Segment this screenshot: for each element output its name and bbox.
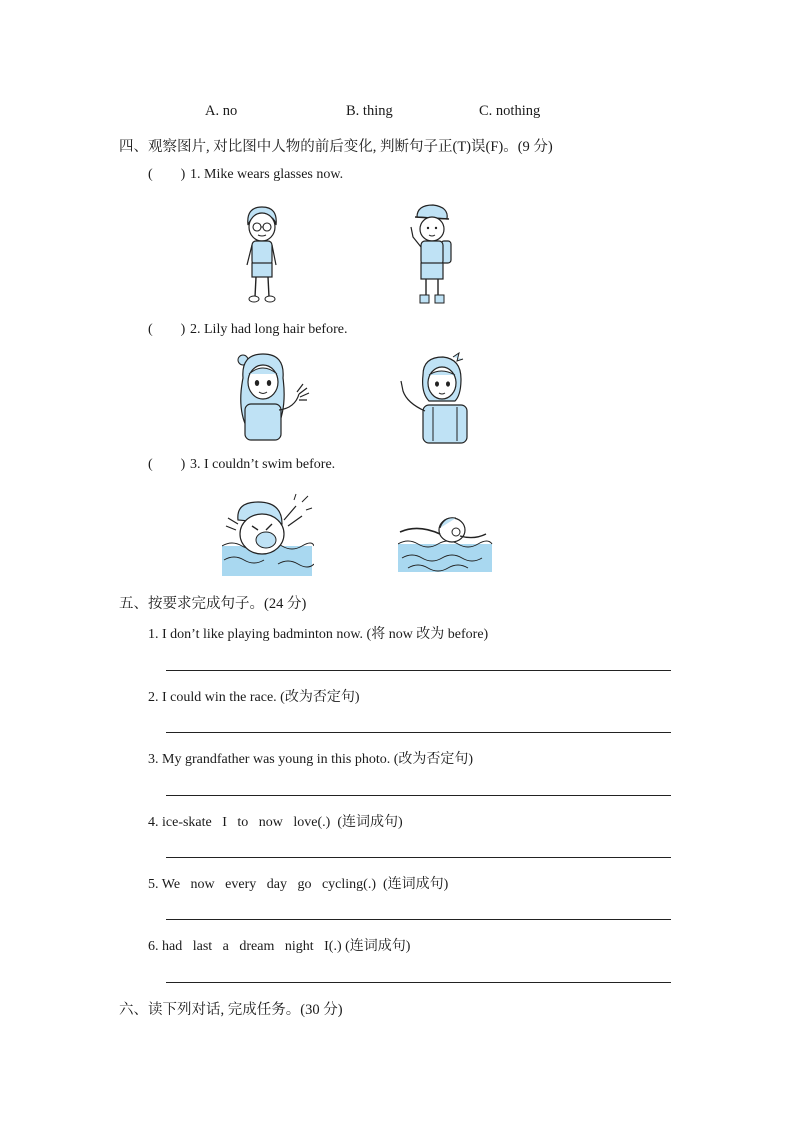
option-b: B. thing: [346, 103, 393, 119]
q5-6-answer-line[interactable]: [166, 982, 671, 983]
section-6-title: 六、读下列对话, 完成任务。(30 分): [119, 1002, 343, 1018]
q5-2-answer-line[interactable]: [166, 732, 671, 733]
q5-3-text: 3. My grandfather was young in this photo. (改为否定句): [148, 752, 474, 767]
q4-2-text: 2. Lily had long hair before.: [190, 322, 348, 337]
lily-before-illustration: [233, 348, 313, 443]
q4-3-paren[interactable]: ( ): [148, 457, 186, 472]
struggling-swimmer-illustration: [222, 490, 314, 578]
q5-1-answer-line[interactable]: [166, 670, 671, 671]
section-5-title: 五、按要求完成句子。(24 分): [119, 596, 307, 612]
q4-1-text: 1. Mike wears glasses now.: [190, 167, 344, 182]
q5-3-answer-line[interactable]: [166, 795, 671, 796]
mike-before-illustration: [238, 203, 284, 305]
q4-2-paren[interactable]: ( ): [148, 322, 186, 337]
q5-5-answer-line[interactable]: [166, 919, 671, 920]
q5-2-text: 2. I could win the race. (改为否定句): [148, 690, 360, 705]
mike-now-illustration: [405, 203, 457, 307]
q4-1-paren[interactable]: ( ): [148, 167, 186, 182]
swimming-kid-illustration: [398, 510, 494, 574]
q5-4-text: 4. ice-skate I to now love(.) (连词成句): [148, 815, 403, 830]
option-c: C. nothing: [479, 103, 541, 119]
q4-3-text: 3. I couldn’t swim before.: [190, 457, 336, 472]
section-4-title: 四、观察图片, 对比图中人物的前后变化, 判断句子正(T)误(F)。(9 分): [119, 139, 553, 155]
q5-4-answer-line[interactable]: [166, 857, 671, 858]
q5-5-text: 5. We now every day go cycling(.) (连词成句): [148, 877, 449, 892]
lily-now-illustration: [397, 351, 475, 446]
option-a: A. no: [205, 103, 238, 119]
q5-1-text: 1. I don’t like playing badminton now. (将 now 改为 before): [148, 627, 489, 642]
q5-6-text: 6. had last a dream night I(.) (连词成句): [148, 939, 411, 954]
